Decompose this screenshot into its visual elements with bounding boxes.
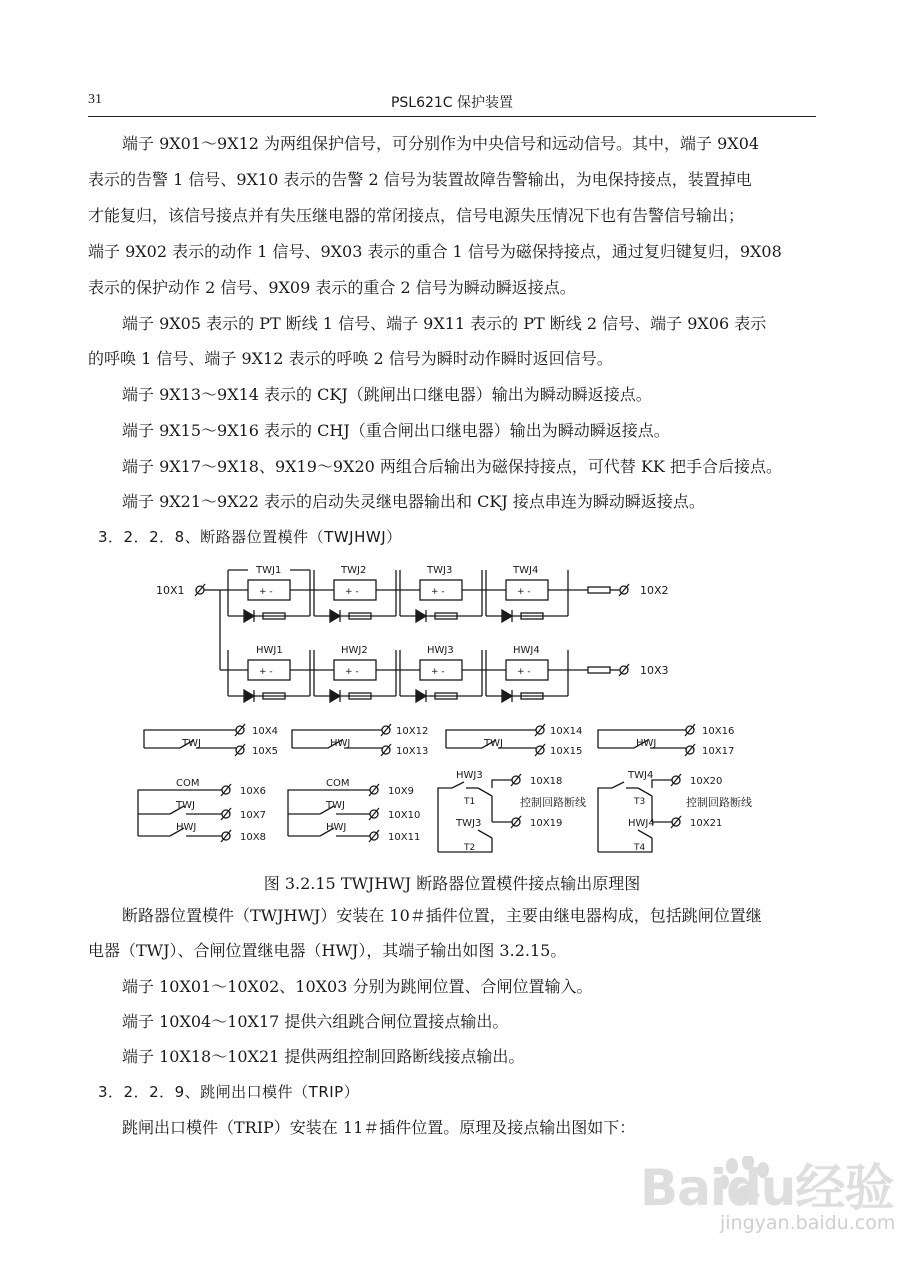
relay-label: HWJ3 — [427, 645, 454, 656]
control-break-group — [598, 774, 681, 852]
page-number: 31 — [88, 92, 102, 107]
terminal-label: 10X3 — [640, 664, 669, 677]
watermark-brand: Baidu经验 — [640, 1159, 894, 1217]
contact-label: TWJ — [326, 800, 345, 811]
section-heading: 3．2．2．9、跳闸出口模件（TRIP） — [98, 1083, 360, 1101]
contact-label: TWJ — [182, 738, 201, 749]
twj-relay-row — [220, 570, 629, 622]
paragraph-line: 端子 9X02 表示的动作 1 信号、9X03 表示的重合 1 信号为磁保持接点，通过复归键复归，9X08 — [88, 242, 782, 261]
polarity-label: + - — [259, 667, 273, 677]
paragraph-line: 端子 9X21～9X22 表示的启动失灵继电器输出和 CKJ 接点串连为瞬动瞬返接点。 — [122, 492, 705, 511]
terminal-label: 10X6 — [240, 786, 266, 797]
contact-label: HWJ — [330, 738, 351, 749]
contact-label: HWJ — [326, 822, 347, 833]
paragraph-line: 表示的告警 1 信号、9X10 表示的告警 2 信号为装置故障告警输出，为电保持接点，装置掉电 — [88, 170, 752, 189]
terminal-label: 10X17 — [702, 746, 735, 757]
contact-label: COM — [326, 778, 350, 789]
terminal-symbol — [619, 664, 629, 676]
terminal-symbol — [195, 584, 205, 596]
control-break-group — [438, 774, 521, 852]
polarity-label: + - — [259, 587, 273, 597]
terminal-label: 10X12 — [396, 726, 429, 737]
terminal-label: 10X11 — [388, 832, 421, 843]
terminal-label: 10X16 — [702, 726, 735, 737]
terminal-label: 10X20 — [690, 776, 723, 787]
paragraph-line: 端子 10X04～10X17 提供六组跳合闸位置接点输出。 — [122, 1012, 509, 1031]
paragraph-line: 端子 10X18～10X21 提供两组控制回路断线接点输出。 — [122, 1047, 525, 1066]
relay-label: TWJ3 — [456, 818, 482, 829]
relay-label: HWJ4 — [513, 645, 540, 656]
polarity-label: + - — [517, 667, 531, 677]
terminal-label: 10X5 — [252, 746, 278, 757]
terminal-label: 10X1 — [156, 584, 185, 597]
terminal-label: 10X4 — [252, 726, 278, 737]
terminal-label: 10X13 — [396, 746, 429, 757]
contact-label: HWJ — [176, 822, 197, 833]
watermark-url: jingyan.baidu.com — [720, 1212, 896, 1234]
contact-label: T3 — [634, 797, 646, 807]
terminal-label: 10X10 — [388, 810, 421, 821]
paragraph-line: 端子 9X17～9X18、9X19～9X20 两组合后输出为磁保持接点，可代替 KK 把手合后接点。 — [122, 457, 782, 476]
terminal-label: 10X15 — [550, 746, 583, 757]
hwj-relay-row — [228, 650, 629, 702]
paragraph-line: 的呼唤 1 信号、端子 9X12 表示的呼唤 2 信号为瞬时动作瞬时返回信号。 — [88, 349, 613, 368]
contact-label: TWJ — [484, 738, 503, 749]
contact-label: HWJ — [636, 738, 657, 749]
terminal-label: 10X21 — [690, 818, 723, 829]
terminal-symbol — [619, 584, 629, 596]
paragraph-line: 跳闸出口模件（TRIP）安装在 11＃插件位置。原理及接点输出图如下： — [122, 1118, 636, 1137]
contact-label: T1 — [464, 797, 476, 807]
polarity-label: + - — [431, 667, 445, 677]
relay-label: TWJ2 — [341, 565, 367, 576]
paragraph-line: 端子 10X01～10X02、10X03 分别为跳闸位置、合闸位置输入。 — [122, 977, 593, 996]
relay-label: HWJ4 — [628, 818, 655, 829]
polarity-label: + - — [431, 587, 445, 597]
contact-triple — [288, 784, 379, 842]
relay-label: TWJ3 — [427, 565, 453, 576]
paragraph-line: 电器（TWJ）、合闸位置继电器（HWJ），其端子输出如图 3.2.15。 — [88, 941, 567, 960]
twjhwj-circuit-diagram — [0, 540, 904, 865]
section-heading: 3．2．2．8、断路器位置模件（TWJHWJ） — [98, 528, 402, 546]
terminal-label: 10X14 — [550, 726, 583, 737]
terminal-label: 10X19 — [530, 818, 563, 829]
page-header — [88, 92, 816, 117]
relay-label: HWJ1 — [256, 645, 283, 656]
contact-label: TWJ — [176, 800, 195, 811]
terminal-label: 10X7 — [240, 810, 266, 821]
terminal-label: 10X18 — [530, 776, 563, 787]
relay-label: TWJ1 — [256, 565, 282, 576]
contact-triple — [138, 784, 231, 842]
paragraph-line: 端子 9X15～9X16 表示的 CHJ（重合闸出口继电器）输出为瞬动瞬返接点。 — [122, 421, 670, 440]
polarity-label: + - — [345, 587, 359, 597]
polarity-label: + - — [517, 587, 531, 597]
break-note: 控制回路断线 — [686, 796, 752, 809]
contact-label: T2 — [464, 843, 476, 853]
terminal-label: 10X2 — [640, 584, 669, 597]
contact-label: COM — [176, 778, 200, 789]
paragraph-line: 端子 9X05 表示的 PT 断线 1 信号、端子 9X11 表示的 PT 断线 2 信号、端子 9X06 表示 — [122, 314, 767, 333]
terminal-label: 10X9 — [388, 786, 414, 797]
contact-label: T4 — [634, 843, 646, 853]
paragraph-line: 端子 9X13～9X14 表示的 CKJ（跳闸出口继电器）输出为瞬动瞬返接点。 — [122, 385, 652, 404]
polarity-label: + - — [345, 667, 359, 677]
relay-label: TWJ4 — [628, 770, 654, 781]
paragraph-line: 表示的保护动作 2 信号、9X09 表示的重合 2 信号为瞬动瞬返接点。 — [88, 278, 576, 297]
figure-caption: 图 3.2.15 TWJHWJ 断路器位置模件接点输出原理图 — [263, 874, 641, 893]
relay-label: HWJ3 — [456, 770, 483, 781]
relay-label: HWJ2 — [341, 645, 368, 656]
paragraph-line: 端子 9X01～9X12 为两组保护信号，可分别作为中央信号和远动信号。其中，端子 9X04 — [122, 134, 760, 153]
terminal-label: 10X8 — [240, 832, 266, 843]
break-note: 控制回路断线 — [520, 796, 586, 809]
relay-label: TWJ4 — [513, 565, 539, 576]
paragraph-line: 断路器位置模件（TWJHWJ）安装在 10＃插件位置，主要由继电器构成，包括跳闸位置继 — [122, 906, 762, 925]
header-title: PSL621C 保护装置 — [390, 95, 514, 111]
paragraph-line: 才能复归，该信号接点并有失压继电器的常闭接点，信号电源失压情况下也有告警信号输出； — [88, 206, 745, 225]
